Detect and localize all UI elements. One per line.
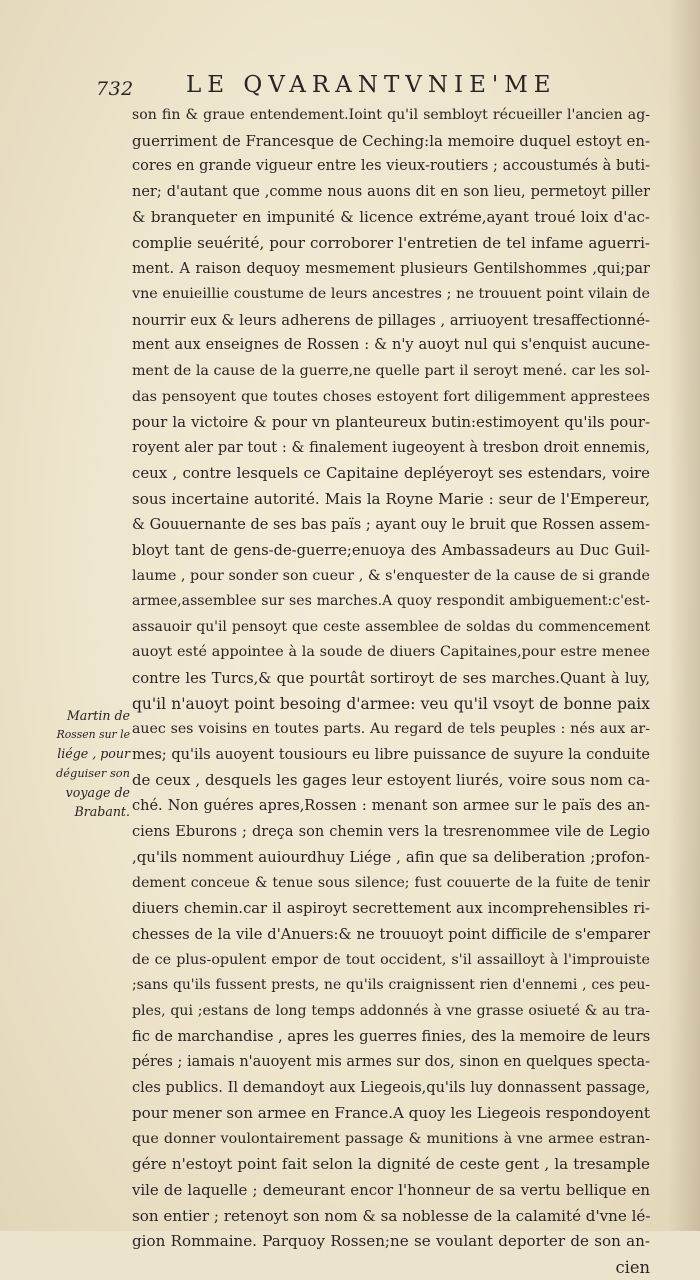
text-line: ,qu'ils nomment auiourdhuy Liége , afin que sa deliberation ;profon-: [132, 848, 650, 867]
text-line: ;sans qu'ils fussent prests, ne qu'ils craignissent rien d'ennemi , ces peu-: [132, 977, 650, 994]
text-line: péres ; iamais n'auoyent mis armes sur dos, sinon en quelques specta-: [132, 1053, 650, 1070]
text-line: laume , pour sonder son cueur , & s'enquester de la cause de si grande: [132, 567, 650, 584]
text-line: das pensoyent que toutes choses estoyent fort diligemment apprestees: [132, 388, 650, 405]
margin-note-line: voyage de: [65, 784, 130, 800]
text-line: assauoir qu'il pensoyt que ceste assemblee de soldas du commencement: [132, 618, 650, 635]
text-line: qu'il n'auoyt point besoing d'armee: veu qu'il vsoyt de bonne paix: [132, 694, 650, 713]
text-line: auec ses voisins en toutes parts. Au regard de tels peuples : nés aux ar-: [132, 721, 650, 738]
text-line: sous incertaine autorité. Mais la Royne Marie : seur de l'Empereur,: [132, 489, 650, 508]
text-line: diuers chemin.car il aspiroyt secrettement aux incomprehensibles ri-: [132, 900, 650, 918]
margin-note-line: Martin de: [66, 708, 130, 723]
text-line: gion Rommaine. Parquoy Rossen;ne se voulant deporter de son an-: [132, 1232, 650, 1251]
text-line: cles publics. Il demandoyt aux Liegeois,qu'ils luy donnassent passage,: [132, 1079, 650, 1096]
text-line: fic de marchandise , apres les guerres finies, des la memoire de leurs: [132, 1028, 650, 1046]
text-line: armee,assemblee sur ses marches.A quoy respondit ambiguement:c'est-: [132, 593, 650, 610]
page-number: 732: [96, 78, 134, 100]
page-edge-shadow: [668, 0, 700, 1231]
text-line: son fin & graue entendement.Ioint qu'il sembloyt récueiller l'ancien ag-: [132, 107, 650, 123]
text-line: & branqueter en impunité & licence extréme,ayant troué loix d'ac-: [132, 208, 650, 227]
text-line: contre les Turcs,& que pourtât sortiroyt de ses marches.Quant à luy,: [132, 670, 650, 688]
text-line: ner; d'autant que ,comme nous auons dit en son lieu, permetoyt piller: [132, 183, 650, 200]
text-line: mes; qu'ils auoyent tousiours eu libre puissance de suyure la conduite: [132, 746, 650, 763]
text-line: cores en grande vigueur entre les vieux-routiers ; accoustumés à buti-: [132, 158, 650, 175]
text-line: ment aux enseignes de Rossen : & n'y auoyt nul qui s'enquist aucune-: [132, 337, 650, 354]
margin-note-line: Rossen sur le: [56, 728, 130, 742]
running-title: LE QVARANTVNIE'ME: [186, 72, 557, 98]
text-line: dement conceue & tenue sous silence; fust couuerte de la fuite de tenir: [132, 874, 650, 891]
text-line: nourrir eux & leurs adherens de pillages , arriuoyent tresaffectionné-: [132, 311, 650, 329]
body-text: [132, 103, 650, 1280]
text-line: ceux , contre lesquels ce Capitaine depléyeroyt ses estendars, voire: [132, 464, 650, 483]
text-line: ples, qui ;estans de long temps addonnés à vne grasse osiueté & au tra-: [132, 1002, 650, 1019]
margin-note-line: Brabant.: [74, 803, 130, 819]
text-line: gére n'estoyt point fait selon la dignité de ceste gent , la tresample: [132, 1155, 650, 1174]
text-line: guerriment de Francesque de Ceching:la memoire duquel estoyt en-: [132, 131, 650, 150]
margin-note-line: déguiser son: [56, 765, 130, 780]
text-line: pour la victoire & pour vn planteureux butin:estimoyent qu'ils pour-: [132, 413, 650, 432]
text-line: auoyt esté appointee à la soude de diuers Capitaines,pour estre menee: [132, 644, 650, 661]
text-line: vile de laquelle ; demeurant encor l'honneur de sa vertu bellique en: [132, 1180, 650, 1199]
text-line: royent aler par tout : & finalement iugeoyent à tresbon droit ennemis,: [132, 439, 650, 456]
text-line: que donner voulontairement passage & munitions à vne armee estran-: [132, 1130, 650, 1147]
text-line: & Gouuernante de ses bas païs ; ayant ouy le bruit que Rossen assem-: [132, 516, 650, 533]
text-line: de ceux , desquels les gages leur estoyent liurés, voire sous nom ca-: [132, 771, 650, 790]
text-line: ment de la cause de la guerre,ne quelle part il seroyt mené. car les sol-: [132, 362, 650, 379]
margin-note-line: liége , pour: [57, 746, 130, 762]
text-line: de ce plus-opulent empor de tout occident, s'il assailloyt à l'improuiste: [132, 951, 650, 968]
text-line: ciens Eburons ; dreça son chemin vers la tresrenommee vile de Legio: [132, 823, 650, 840]
text-line: complie seuérité, pour corroborer l'entretien de tel infame aguerri-: [132, 233, 650, 252]
text-line: ché. Non guéres apres,Rossen : menant son armee sur le païs des an-: [132, 798, 650, 815]
text-line: bloyt tant de gens-de-guerre;enuoya des Ambassadeurs au Duc Guil-: [132, 542, 650, 560]
text-line: ment. A raison dequoy mesmement plusieurs Gentilshommes ,qui;par: [132, 260, 650, 277]
text-line: vne enuieillie coustume de leurs ancestres ; ne trouuent point vilain de: [132, 286, 650, 303]
text-line: pour mener son armee en France.A quoy les Liegeois respondoyent: [132, 1104, 650, 1123]
margin-note: [56, 706, 130, 821]
text-line: chesses de la vile d'Anuers:& ne trouuoyt point difficile de s'emparer: [132, 926, 650, 943]
catchword: cien: [615, 1257, 650, 1277]
text-line: son entier ; retenoyt son nom & sa noblesse de la calamité d'vne lé-: [132, 1206, 650, 1225]
